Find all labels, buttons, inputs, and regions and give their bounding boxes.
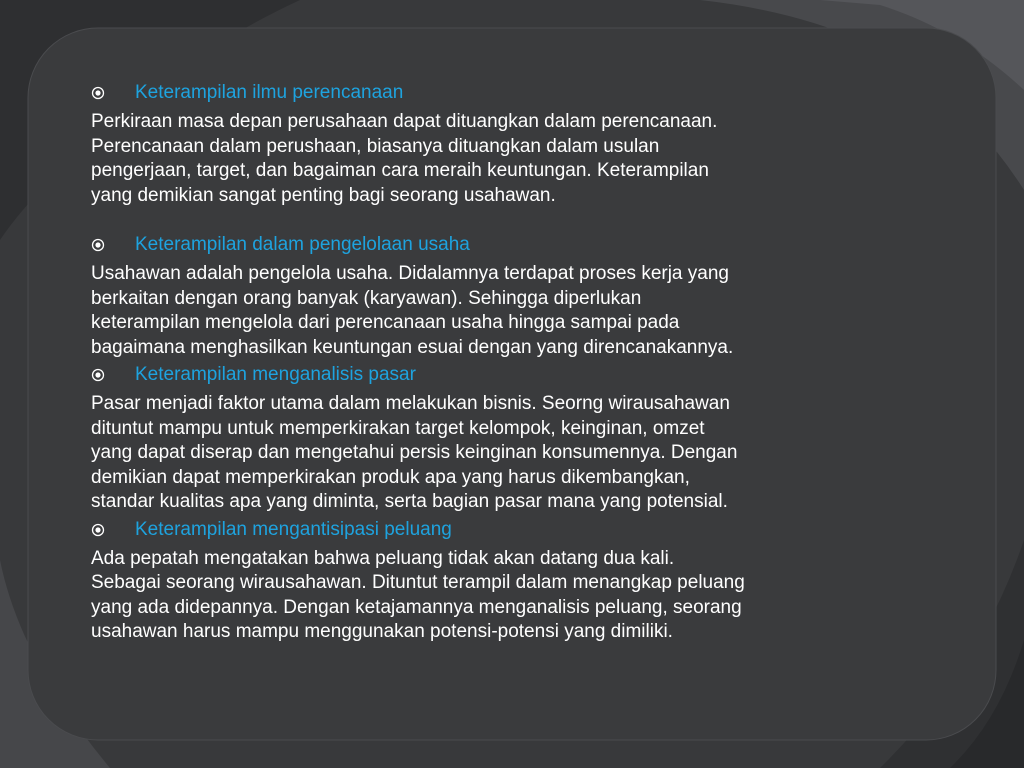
bullet-row	[91, 80, 941, 106]
section-body: Ada pepatah mengatakan bahwa peluang tidak akan datang dua kali. Sebagai seorang wirausahawan. Dituntut terampil dalam menangkap peluang yang ada didepannya. Dengan ketajamannya menganalisis peluang, seorang usahawan harus mampu menggunakan potensi-potensi yang dimiliki.	[91, 547, 745, 642]
bullet-row	[91, 517, 941, 543]
circled-dot-icon	[91, 86, 105, 100]
section-management	[91, 232, 941, 360]
section-heading: Keterampilan menganalisis pasar	[135, 364, 416, 385]
section-heading: Keterampilan mengantisipasi peluang	[135, 518, 452, 540]
section-market-analysis	[91, 362, 941, 515]
circled-dot-icon	[91, 238, 105, 252]
section-body: Usahawan adalah pengelola usaha. Didalamnya terdapat proses kerja yang berkaitan dengan orang banyak (karyawan). Sehingga diperlukan keterampilan mengelola dari perencanaan usaha hingga sampai pada bagaimana menghasilkan keuntungan esuai dengan yang direncanakannya.	[91, 263, 734, 358]
section-heading: Keterampilan dalam pengelolaan usaha	[135, 234, 470, 255]
circled-dot-icon	[91, 523, 105, 537]
bullet-row	[91, 362, 941, 388]
circled-dot-icon	[91, 368, 105, 382]
section-body: Perkiraan masa depan perusahaan dapat dituangkan dalam perencanaan. Perencanaan dalam perushaan, biasanya dituangkan dalam usulan pengerjaan, target, dan bagaiman cara meraih keuntungan. Keterampilan yang demikian sangat penting bagi seorang usahawan.	[91, 111, 718, 206]
bullet-row	[91, 232, 941, 258]
section-opportunity	[91, 517, 941, 645]
section-heading: Keterampilan ilmu perencanaan	[135, 82, 404, 103]
section-body: Pasar menjadi faktor utama dalam melakukan bisnis. Seorng wirausahawan dituntut mampu untuk memperkirakan target kelompok, keinginan, omzet yang dapat diserap dan mengetahui persis keinginan konsumennya. Dengan demikian dapat memperkirakan produk apa yang harus dikembangkan, standar kualitas apa yang diminta, serta bagian pasar mana yang potensial.	[91, 393, 738, 512]
section-planning	[91, 80, 941, 208]
slide-content	[91, 80, 941, 645]
